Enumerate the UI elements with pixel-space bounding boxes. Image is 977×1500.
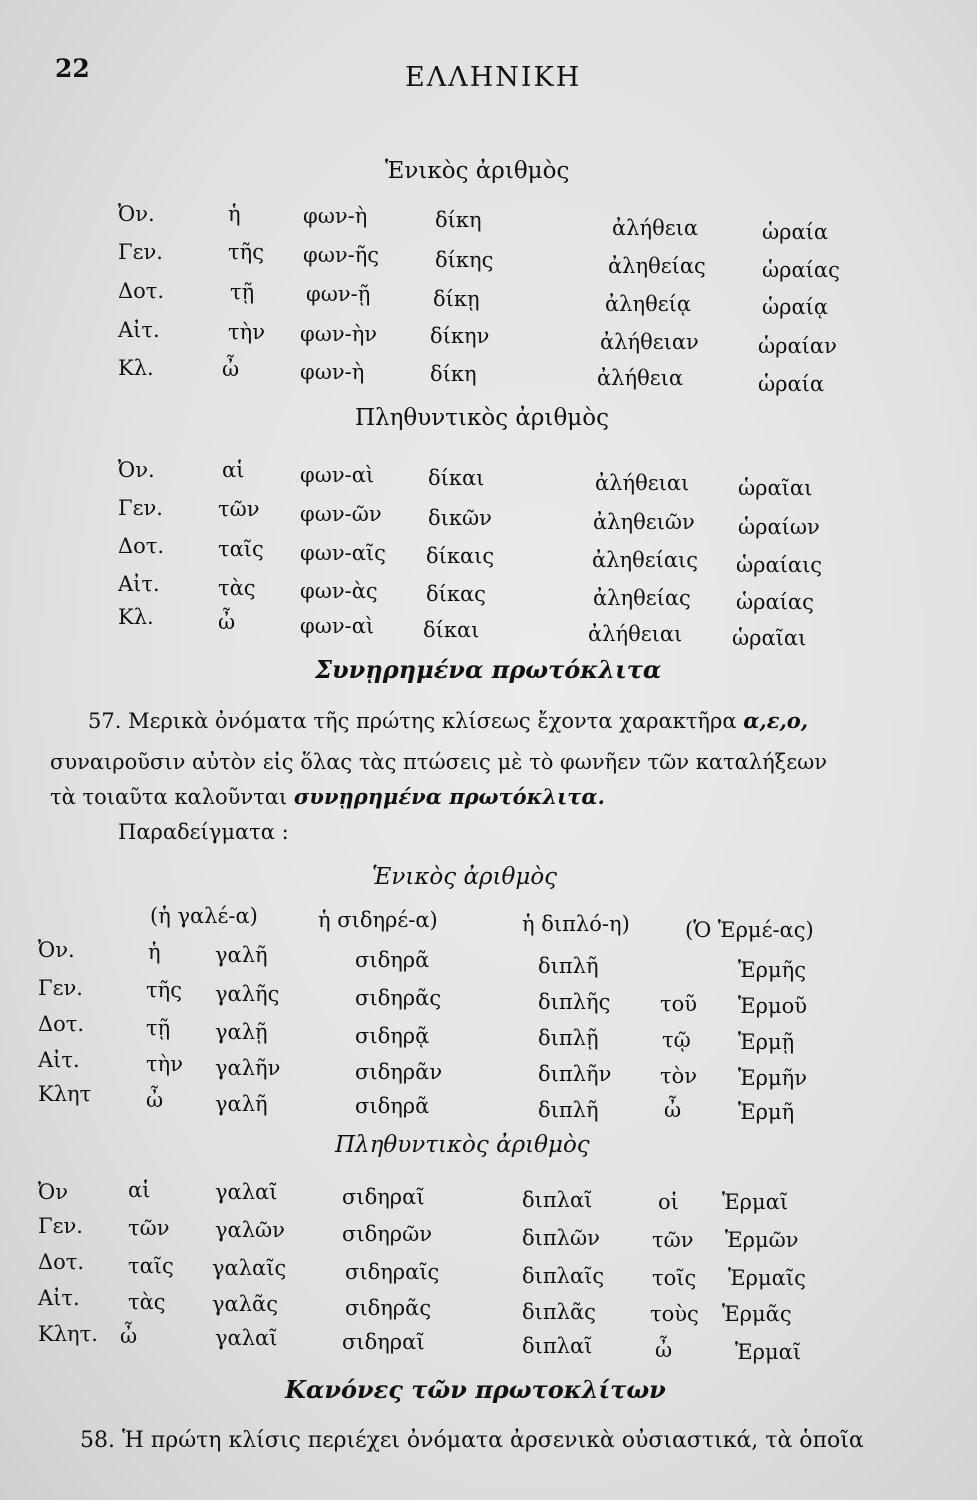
word-dipli: διπλῆν bbox=[538, 1062, 612, 1086]
article-2: οἱ bbox=[658, 1190, 679, 1214]
column-header: ἡ σιδηρέ-α) bbox=[318, 908, 438, 932]
word-sidira: σιδηραῖ bbox=[342, 1330, 425, 1354]
word-dipli: διπλῆς bbox=[538, 990, 611, 1014]
table1-plural-heading: Πληθυντικὸς ἀριθμὸς bbox=[355, 405, 609, 431]
table2-singular-heading: Ἑνικὸς ἀριθμὸς bbox=[372, 864, 558, 890]
case-label: Αἰτ. bbox=[118, 318, 160, 342]
word-ermis: Ἑρμῆ bbox=[738, 1100, 795, 1124]
word-ermis: Ἑρμαῖ bbox=[735, 1340, 802, 1364]
word-gali: γαλῶν bbox=[215, 1218, 285, 1242]
word-dipli: διπλαῖ bbox=[522, 1334, 593, 1358]
article: τὴν bbox=[228, 320, 265, 344]
paragraph-text: 57. Μερικὰ ὀνόματα τῆς πρώτης κλίσεως ἔχοντα χαρακτῆρα bbox=[88, 709, 737, 733]
word-alitheia: ἀλήθειαι bbox=[588, 622, 683, 646]
word-sidira: σιδηραῖς bbox=[345, 1260, 440, 1284]
word-diki: δίκαι bbox=[428, 466, 485, 490]
word-phoni: φων-ὴ bbox=[300, 360, 365, 384]
case-label: Γεν. bbox=[38, 1214, 83, 1238]
word-oraia: ὡραῖαι bbox=[732, 626, 807, 650]
case-label: Κλ. bbox=[118, 605, 154, 629]
article-2: τὸν bbox=[660, 1064, 698, 1088]
article: αἱ bbox=[128, 1178, 151, 1202]
column-header: (ἡ γαλέ-α) bbox=[150, 904, 258, 928]
table1-singular-heading: Ἑνικὸς ἀριθμὸς bbox=[385, 158, 570, 184]
word-diki: δίκαις bbox=[426, 544, 495, 568]
case-label: Αἰτ. bbox=[118, 572, 160, 596]
column-header: (Ὁ Ἑρμέ-ας) bbox=[685, 918, 814, 942]
word-diki: δικῶν bbox=[428, 506, 492, 530]
word-dipli: διπλᾶς bbox=[522, 1300, 596, 1324]
case-label: Αἰτ. bbox=[38, 1286, 80, 1310]
word-phoni: φων-ὰς bbox=[300, 579, 378, 603]
word-dipli: διπλῆ bbox=[538, 1098, 599, 1122]
word-ermis: Ἑρμαῖ bbox=[722, 1190, 789, 1214]
word-ermis: Ἑρμαῖς bbox=[728, 1266, 806, 1290]
article: τῆς bbox=[228, 240, 264, 264]
word-dipli: διπλαῖ bbox=[522, 1188, 593, 1212]
article: ὦ bbox=[146, 1088, 164, 1112]
article: τὰς bbox=[128, 1290, 166, 1314]
word-oraia: ὡραία bbox=[762, 220, 829, 244]
article: ἡ bbox=[148, 940, 161, 964]
word-diki: δίκην bbox=[430, 324, 490, 348]
word-oraia: ὡραίαν bbox=[758, 334, 837, 358]
word-oraia: ὡραίας bbox=[762, 258, 840, 282]
word-gali: γαλῆς bbox=[215, 982, 280, 1006]
case-label: Ὀν. bbox=[118, 202, 155, 226]
word-gali: γαλαῖς bbox=[212, 1256, 287, 1280]
word-diki: δίκη bbox=[435, 208, 482, 232]
word-dipli: διπλαῖς bbox=[522, 1264, 605, 1288]
word-oraia: ὡραῖαι bbox=[738, 476, 813, 500]
word-alitheia: ἀληθείας bbox=[593, 586, 691, 610]
article: ταῖς bbox=[128, 1254, 174, 1278]
case-label: Δοτ. bbox=[38, 1250, 85, 1274]
article: τῶν bbox=[128, 1216, 170, 1240]
word-sidira: σιδηρῶν bbox=[342, 1222, 433, 1246]
word-phoni: φων-ὴ bbox=[303, 204, 368, 228]
article-2: τοὺς bbox=[650, 1302, 699, 1326]
word-oraia: ὡραίᾳ bbox=[762, 295, 829, 319]
word-dipli: διπλῆ bbox=[538, 954, 599, 978]
case-label: Ὀν bbox=[38, 1180, 68, 1204]
word-alitheia: ἀλήθεια bbox=[612, 216, 699, 240]
article: ὦ bbox=[120, 1324, 138, 1348]
word-gali: γαλῆ bbox=[215, 943, 268, 967]
word-gali: γαλαῖ bbox=[215, 1326, 278, 1350]
case-label: Ὀν. bbox=[38, 938, 75, 962]
word-alitheia: ἀληθείαις bbox=[592, 548, 699, 572]
word-gali: γαλῇ bbox=[215, 1020, 268, 1044]
paragraph-line: 58. Ἡ πρώτη κλίσις περιέχει ὀνόματα ἀρσενικὰ οὐσιαστικά, τὰ ὁποῖα bbox=[80, 1428, 864, 1453]
word-gali: γαλαῖ bbox=[215, 1180, 278, 1204]
word-phoni: φων-αὶ bbox=[300, 463, 375, 487]
word-dipli: διπλῶν bbox=[522, 1226, 600, 1250]
section-heading: Κανόνες τῶν πρωτοκλίτων bbox=[285, 1375, 666, 1404]
running-head: ΕΛΛΗΝΙΚΗ bbox=[405, 62, 582, 93]
article-2: ὦ bbox=[655, 1338, 673, 1362]
case-label: Αἰτ. bbox=[38, 1048, 80, 1072]
word-ermis: Ἑρμῆς bbox=[738, 958, 807, 982]
word-gali: γαλῆ bbox=[215, 1092, 268, 1116]
article: ὦ bbox=[222, 357, 240, 381]
article: τῇ bbox=[230, 280, 255, 304]
paragraph-line: συναιροῦσιν αὐτὸν εἰς ὅλας τὰς πτώσεις μὲ τὸ φωνῆεν τῶν καταλήξεων bbox=[50, 750, 828, 774]
word-ermis: Ἑρμῶν bbox=[725, 1228, 799, 1252]
word-phoni: φων-ῶν bbox=[300, 502, 382, 526]
word-diki: δίκας bbox=[426, 582, 486, 606]
case-label: Ὀν. bbox=[118, 458, 155, 482]
word-diki: δίκη bbox=[430, 362, 477, 386]
word-diki: δίκης bbox=[435, 248, 494, 272]
word-oraia: ὡραίας bbox=[736, 590, 814, 614]
word-alitheia: ἀληθειῶν bbox=[593, 510, 695, 534]
word-oraia: ὡραίων bbox=[738, 515, 820, 539]
case-label: Κλητ bbox=[38, 1082, 92, 1106]
article: ἡ bbox=[228, 202, 241, 226]
word-ermis: Ἑρμᾶς bbox=[722, 1302, 792, 1326]
word-ermis: Ἑρμῆν bbox=[738, 1066, 808, 1090]
word-sidira: σιδηρᾶς bbox=[355, 986, 442, 1010]
word-alitheia: ἀλήθεια bbox=[597, 366, 684, 390]
paragraph-text: τὰ τοιαῦτα καλοῦνται bbox=[50, 785, 288, 809]
word-alitheia: ἀληθείᾳ bbox=[605, 292, 692, 316]
article: ὦ bbox=[218, 610, 236, 634]
word-ermis: Ἑρμῇ bbox=[738, 1030, 795, 1054]
case-label: Δοτ. bbox=[38, 1012, 85, 1036]
case-label: Γεν. bbox=[118, 240, 163, 264]
word-phoni: φων-ῆς bbox=[303, 243, 380, 267]
word-phoni: φων-αὶ bbox=[300, 614, 375, 638]
table2-plural-heading: Πληθυντικὸς ἀριθμὸς bbox=[335, 1132, 590, 1158]
word-sidira: σιδηρᾶς bbox=[345, 1296, 432, 1320]
word-ermis: Ἑρμοῦ bbox=[738, 994, 808, 1018]
examples-label: Παραδείγματα : bbox=[118, 820, 289, 844]
paragraph-line bbox=[88, 708, 808, 733]
word-oraia: ὡραία bbox=[758, 372, 825, 396]
case-label: Γεν. bbox=[118, 496, 163, 520]
word-alitheia: ἀληθείας bbox=[608, 254, 706, 278]
bold-term: συνῃρημένα πρωτόκλιτα. bbox=[293, 784, 605, 809]
word-phoni: φων-ὴν bbox=[300, 322, 378, 346]
case-label: Κλητ. bbox=[38, 1322, 98, 1346]
word-sidira: σιδηραῖ bbox=[342, 1185, 425, 1209]
article-2: τοῖς bbox=[652, 1266, 697, 1290]
article: τὰς bbox=[218, 576, 256, 600]
article: ταῖς bbox=[218, 537, 264, 561]
article: αἱ bbox=[222, 458, 245, 482]
word-dipli: διπλῇ bbox=[538, 1026, 599, 1050]
article-2: ὦ bbox=[664, 1098, 682, 1122]
word-alitheia: ἀλήθειαι bbox=[595, 471, 690, 495]
article: τῇ bbox=[146, 1016, 171, 1040]
word-sidira: σιδηρᾷ bbox=[355, 1024, 430, 1048]
word-gali: γαλῆν bbox=[215, 1056, 281, 1080]
word-sidira: σιδηρᾶ bbox=[355, 948, 430, 972]
article: τὴν bbox=[146, 1052, 183, 1076]
article: τῆς bbox=[146, 978, 182, 1002]
section-heading: Συνῃρημένα πρωτόκλιτα bbox=[315, 655, 662, 684]
character-letters: α,ε,ο, bbox=[743, 708, 809, 733]
word-gali: γαλᾶς bbox=[212, 1292, 278, 1316]
word-phoni: φων-αῖς bbox=[300, 541, 386, 565]
case-label: Δοτ. bbox=[118, 279, 165, 303]
case-label: Γεν. bbox=[38, 976, 83, 1000]
column-header: ἡ διπλό-η) bbox=[522, 912, 630, 936]
article-2: τῶν bbox=[652, 1228, 694, 1252]
word-alitheia: ἀλήθειαν bbox=[600, 330, 699, 354]
article: τῶν bbox=[218, 497, 260, 521]
word-phoni: φων-ῇ bbox=[306, 282, 371, 306]
word-sidira: σιδηρᾶν bbox=[355, 1060, 443, 1084]
paragraph-line bbox=[50, 784, 605, 809]
word-oraia: ὡραίαις bbox=[736, 553, 823, 577]
article-2: τῷ bbox=[662, 1028, 691, 1052]
case-label: Δοτ. bbox=[118, 534, 165, 558]
case-label: Κλ. bbox=[118, 356, 154, 380]
word-sidira: σιδηρᾶ bbox=[355, 1094, 430, 1118]
page-number: 22 bbox=[55, 54, 90, 83]
article-2: τοῦ bbox=[660, 992, 698, 1016]
word-diki: δίκῃ bbox=[433, 287, 480, 311]
word-diki: δίκαι bbox=[423, 618, 480, 642]
